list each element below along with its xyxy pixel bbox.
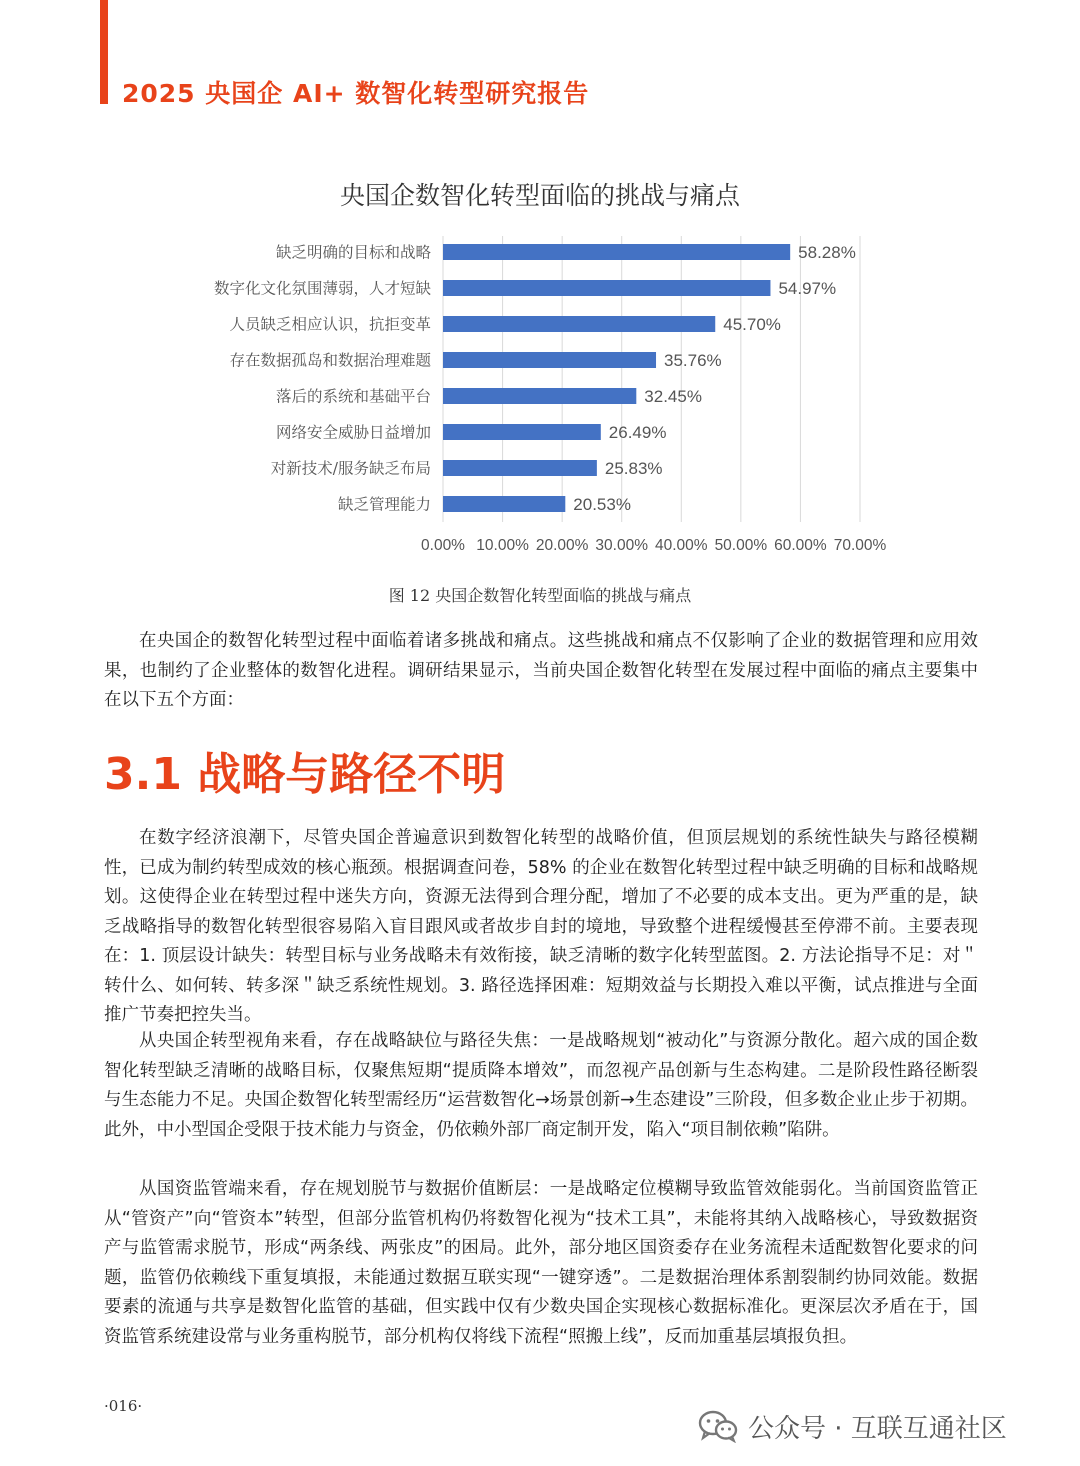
- watermark: [698, 1406, 1007, 1446]
- data-label: 26.49%: [608, 423, 667, 442]
- x-tick-label: 0.00%: [421, 537, 465, 554]
- category-label: 对新技术/服务缺乏布局: [270, 459, 431, 478]
- x-tick-label: 50.00%: [714, 537, 768, 554]
- category-label: 缺乏明确的目标和战略: [275, 243, 431, 262]
- body-paragraph-1: 在数字经济浪潮下，尽管央国企普遍意识到数智化转型的战略价值，但顶层规划的系统性缺失与路径模糊性，已成为制约转型成效的核心瓶颈。根据调查问卷，58% 的企业在数智化转型过程中缺乏明确的目标和战略规划。这使得企业在转型过程中迷失方向，资源无法得到合理分配，增加了不必要的成本支出。更为严重的是，缺乏战略指导的数智化转型很容易陷入盲目跟风或者故步自封的境地，导致整个进程缓慢甚至停滞不前。主要表现在：1. 顶层设计缺失：转型目标与业务战略未有效衔接，缺乏清晰的数字化转型蓝图。2. 方法论指导不足：对＂转什么、如何转、转多深＂缺乏系统性规划。3. 路径选择困难：短期效益与长期投入难以平衡，试点推进与全面推广节奏把控失当。: [104, 828, 978, 1025]
- category-label: 数字化文化氛围薄弱，人才短缺: [213, 279, 431, 298]
- x-tick-label: 10.00%: [476, 537, 529, 554]
- x-tick-label: 60.00%: [774, 537, 827, 554]
- bar: [443, 352, 656, 368]
- section-heading: 3.1 战略与路径不明: [104, 749, 506, 800]
- figure-caption: 图 12 央国企数智化转型面临的挑战与痛点: [388, 586, 692, 605]
- data-label: 45.70%: [723, 315, 781, 334]
- x-tick-label: 20.00%: [535, 537, 589, 554]
- data-label: 54.97%: [778, 279, 837, 298]
- data-label: 58.28%: [798, 243, 856, 262]
- data-label: 35.76%: [664, 351, 722, 370]
- bar: [443, 424, 601, 440]
- chart-title: 央国企数智化转型面临的挑战与痛点: [339, 181, 740, 210]
- page-number: ·016·: [104, 1397, 143, 1415]
- report-title: 2025 央国企 AI+ 数智化转型研究报告: [122, 79, 590, 108]
- bar-chart: [0, 160, 1080, 580]
- category-label: 人员缺乏相应认识，抗拒变革: [229, 315, 431, 334]
- body-paragraph-3: 从国资监管端来看，存在规划脱节与数据价值断层：一是战略定位模糊导致监管效能弱化。当前国资监管正从“管资产”向“管资本”转型，但部分监管机构仍将数智化视为“技术工具”，未能将其纳入战略核心，导致数据资产与监管需求脱节，形成“两条线、两张皮”的困局。此外，部分地区国资委存在业务流程未适配数智化要求的问题，监管仍依赖线下重复填报，未能通过数据互联实现“一键穿透”。二是数据治理体系割裂制约协同效能。数据要素的流通与共享是数智化监管的基础，但实践中仅有少数央国企实现核心数据标准化。更深层次矛盾在于，国资监管系统建设常与业务重构脱节，部分机构仅将线下流程“照搬上线”，反而加重基层填报负担。: [104, 1179, 978, 1347]
- bar: [443, 244, 790, 260]
- x-tick-label: 40.00%: [654, 537, 708, 554]
- data-label: 20.53%: [573, 495, 631, 514]
- chart-container: [0, 160, 1080, 580]
- intro-paragraph: 在央国企的数智化转型过程中面临着诸多挑战和痛点。这些挑战和痛点不仅影响了企业的数据管理和应用效果，也制约了企业整体的数智化进程。调研结果显示，当前央国企数智化转型在发展过程中面临的痛点主要集中在以下五个方面：: [104, 631, 978, 710]
- header-accent-bar: [100, 0, 108, 104]
- x-tick-label: 70.00%: [833, 537, 887, 554]
- category-label: 网络安全威胁日益增加: [275, 423, 431, 442]
- bar: [443, 388, 636, 404]
- category-label: 缺乏管理能力: [337, 495, 431, 514]
- bar: [443, 316, 715, 332]
- data-label: 32.45%: [644, 387, 702, 406]
- bar: [443, 460, 597, 476]
- wechat-icon: [698, 1409, 738, 1443]
- x-tick-label: 30.00%: [595, 537, 649, 554]
- body-paragraph-2: 从央国企转型视角来看，存在战略缺位与路径失焦：一是战略规划“被动化”与资源分散化。超六成的国企数智化转型缺乏清晰的战略目标，仅聚焦短期“提质降本增效”，而忽视产品创新与生态构建。二是阶段性路径断裂与生态能力不足。央国企数智化转型需经历“运营数智化→场景创新→生态建设”三阶段，但多数企业止步于初期。此外，中小型国企受限于技术能力与资金，仍依赖外部厂商定制开发，陷入“项目制依赖”陷阱。: [104, 1031, 978, 1140]
- watermark-text: 公众号 · 互联互通社区: [748, 1413, 1007, 1444]
- category-label: 落后的系统和基础平台: [275, 387, 431, 406]
- bar: [443, 280, 770, 296]
- bar: [443, 496, 565, 512]
- data-label: 25.83%: [604, 459, 663, 478]
- category-label: 存在数据孤岛和数据治理难题: [229, 351, 431, 370]
